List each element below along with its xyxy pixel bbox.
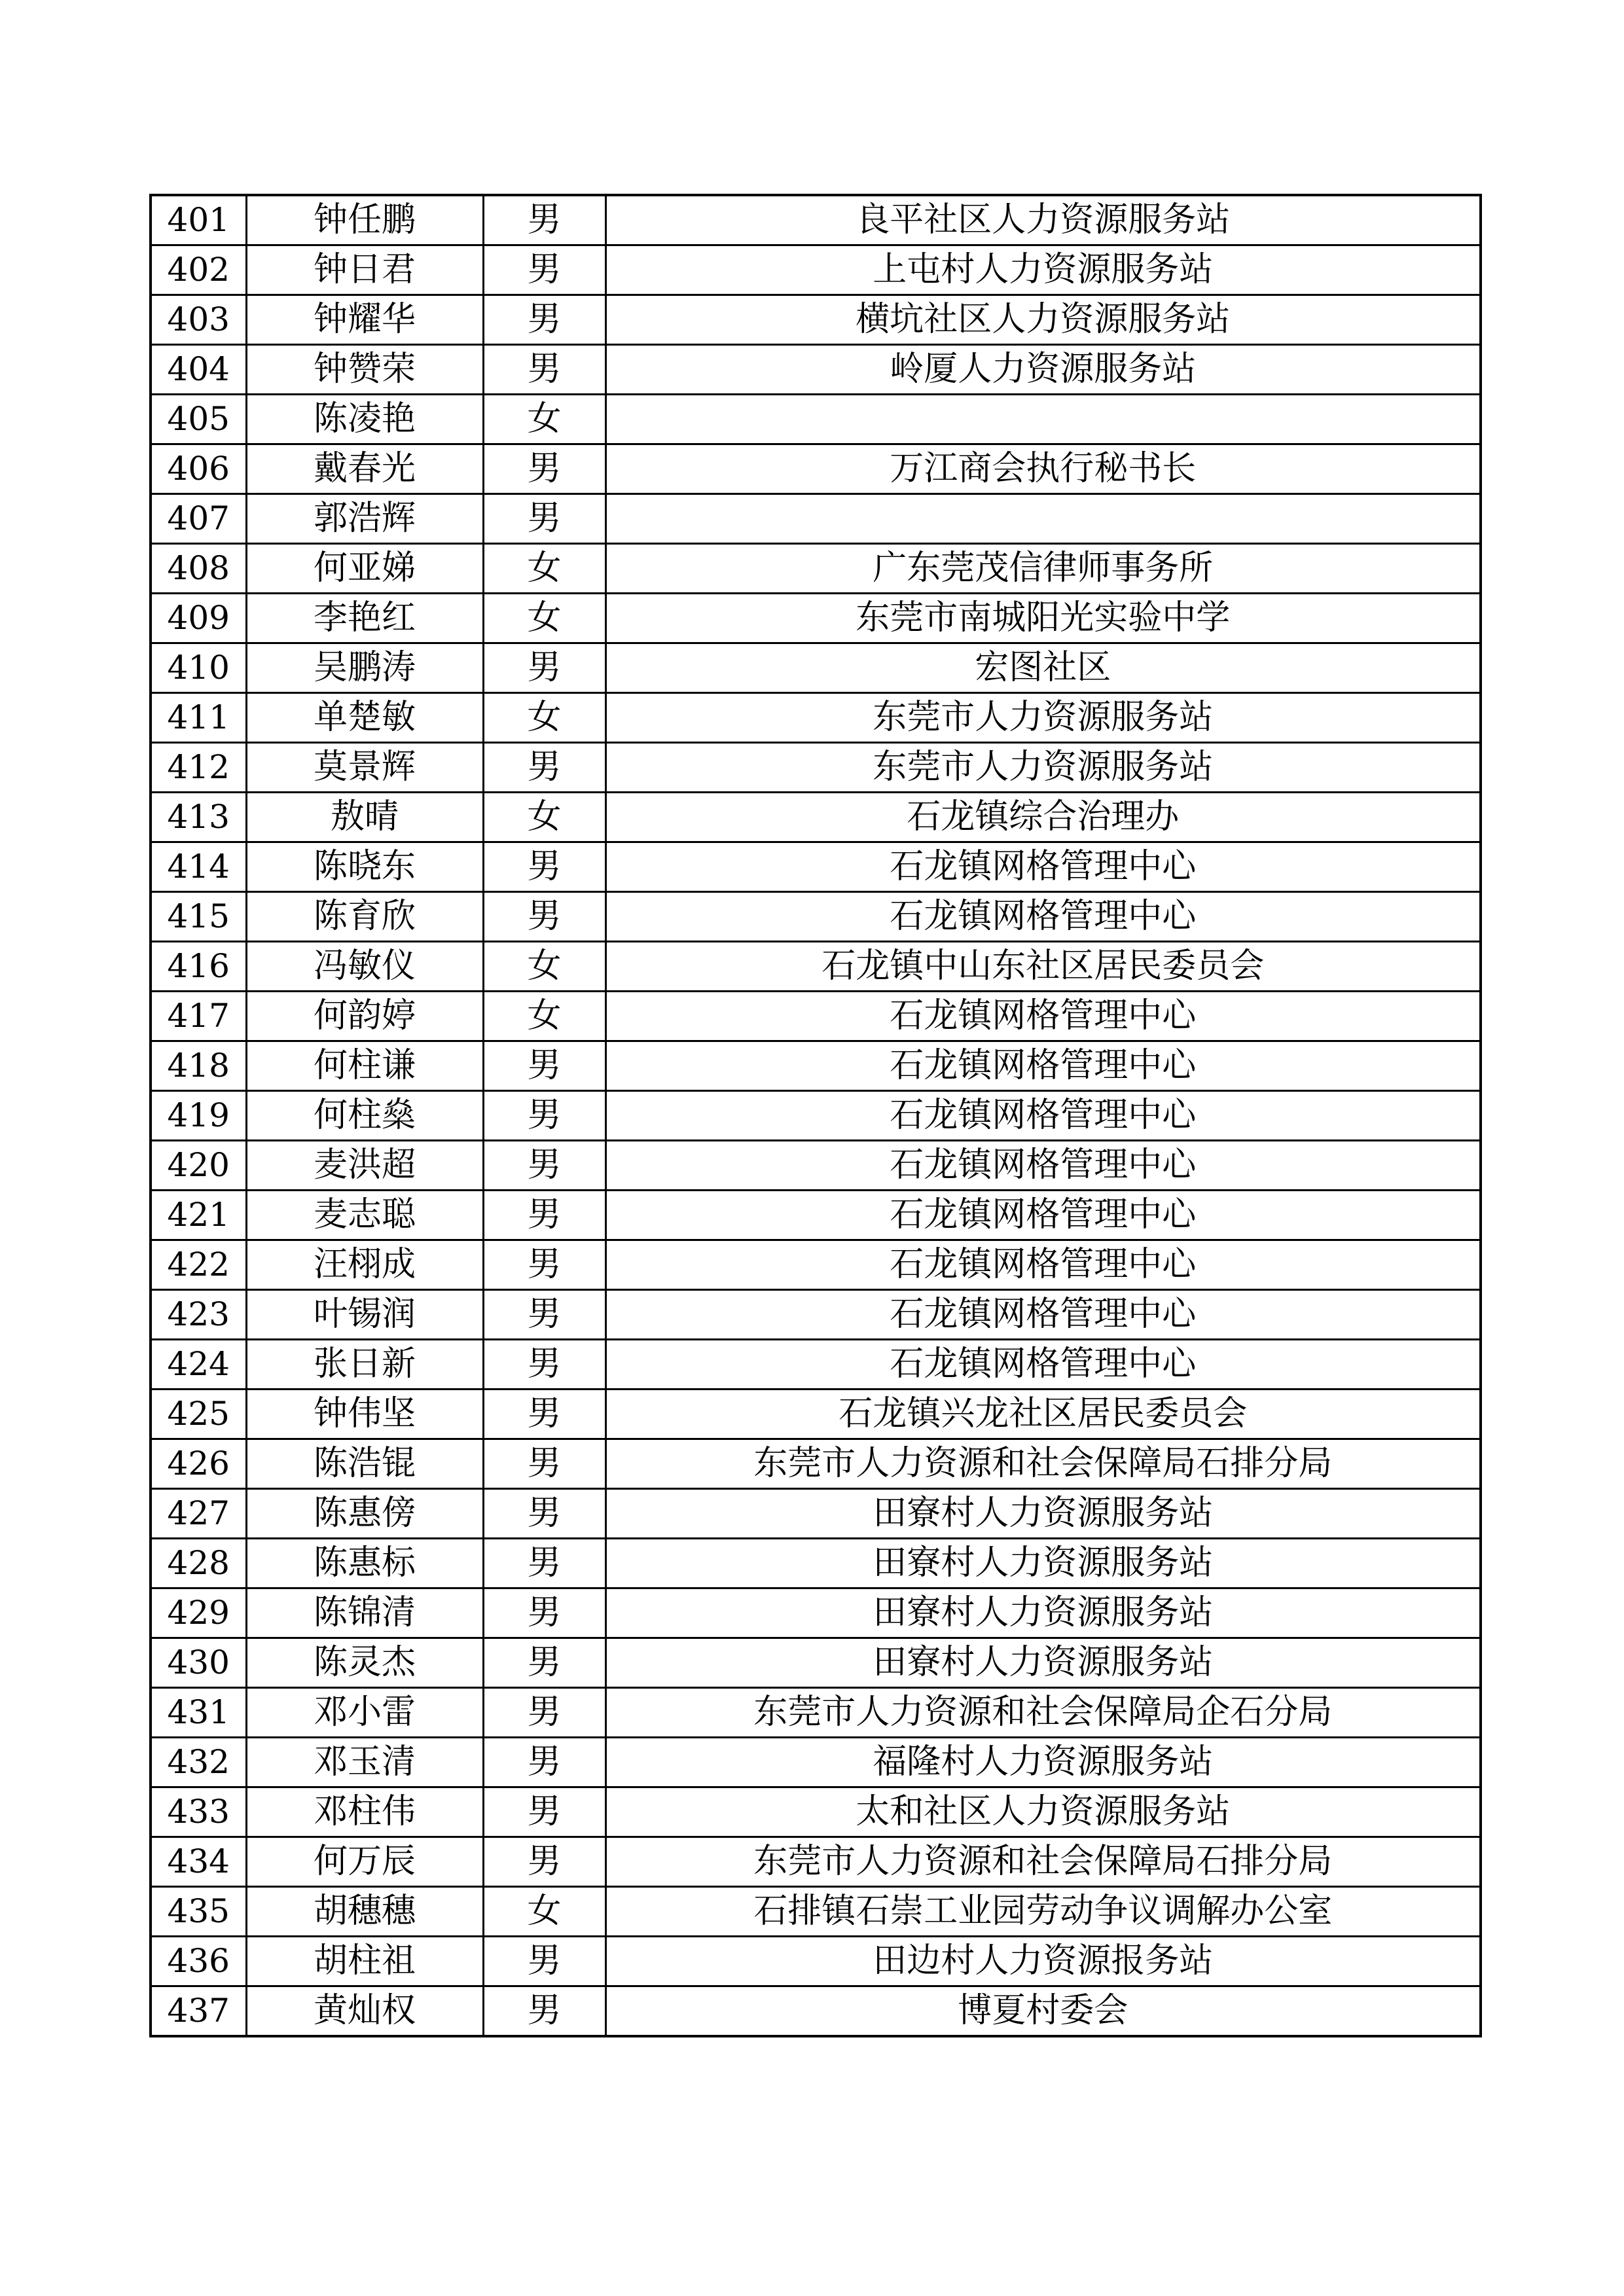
name-cell: 邓玉清 xyxy=(246,1738,483,1787)
table-row xyxy=(151,295,1481,345)
gender-cell: 男 xyxy=(483,1539,605,1588)
gender-cell: 男 xyxy=(483,245,605,295)
row-number-cell: 417 xyxy=(151,992,246,1041)
name-cell: 张日新 xyxy=(246,1340,483,1390)
gender-cell: 男 xyxy=(483,1390,605,1439)
unit-cell: 福隆村人力资源服务站 xyxy=(605,1738,1481,1787)
unit-cell: 石排镇石崇工业园劳动争议调解办公室 xyxy=(605,1887,1481,1937)
name-cell: 钟任鹏 xyxy=(246,195,483,245)
gender-cell: 女 xyxy=(483,693,605,743)
gender-cell: 男 xyxy=(483,743,605,793)
table-row xyxy=(151,842,1481,892)
gender-cell: 男 xyxy=(483,1191,605,1240)
table-row xyxy=(151,1439,1481,1489)
gender-cell: 男 xyxy=(483,1638,605,1688)
table-row xyxy=(151,992,1481,1041)
table-row xyxy=(151,1240,1481,1290)
row-number-cell: 412 xyxy=(151,743,246,793)
row-number-cell: 408 xyxy=(151,544,246,594)
row-number-cell: 419 xyxy=(151,1091,246,1141)
table-row xyxy=(151,444,1481,494)
name-cell: 钟伟坚 xyxy=(246,1390,483,1439)
name-cell: 陈晓东 xyxy=(246,842,483,892)
unit-cell: 石龙镇网格管理中心 xyxy=(605,1141,1481,1191)
gender-cell: 男 xyxy=(483,1141,605,1191)
unit-cell: 良平社区人力资源服务站 xyxy=(605,195,1481,245)
unit-cell: 宏图社区 xyxy=(605,643,1481,693)
name-cell: 何韵婷 xyxy=(246,992,483,1041)
row-number-cell: 434 xyxy=(151,1837,246,1887)
unit-cell: 石龙镇网格管理中心 xyxy=(605,1240,1481,1290)
name-cell: 何柱燊 xyxy=(246,1091,483,1141)
row-number-cell: 431 xyxy=(151,1688,246,1738)
gender-cell: 男 xyxy=(483,1588,605,1638)
name-cell: 单楚敏 xyxy=(246,693,483,743)
unit-cell: 上屯村人力资源服务站 xyxy=(605,245,1481,295)
unit-cell xyxy=(605,395,1481,444)
table-row xyxy=(151,1787,1481,1837)
table-row xyxy=(151,1041,1481,1091)
name-cell: 陈惠标 xyxy=(246,1539,483,1588)
gender-cell: 男 xyxy=(483,842,605,892)
roster-body xyxy=(151,195,1481,2036)
name-cell: 麦志聪 xyxy=(246,1191,483,1240)
name-cell: 陈锦清 xyxy=(246,1588,483,1638)
gender-cell: 男 xyxy=(483,1986,605,2037)
unit-cell: 东莞市南城阳光实验中学 xyxy=(605,594,1481,643)
name-cell: 陈浩锟 xyxy=(246,1439,483,1489)
table-row xyxy=(151,793,1481,842)
row-number-cell: 414 xyxy=(151,842,246,892)
table-row xyxy=(151,1738,1481,1787)
name-cell: 吴鹏涛 xyxy=(246,643,483,693)
name-cell: 邓小雷 xyxy=(246,1688,483,1738)
gender-cell: 男 xyxy=(483,1937,605,1986)
name-cell: 钟日君 xyxy=(246,245,483,295)
gender-cell: 男 xyxy=(483,1738,605,1787)
row-number-cell: 411 xyxy=(151,693,246,743)
name-cell: 陈灵杰 xyxy=(246,1638,483,1688)
name-cell: 何柱谦 xyxy=(246,1041,483,1091)
table-row xyxy=(151,693,1481,743)
row-number-cell: 432 xyxy=(151,1738,246,1787)
row-number-cell: 405 xyxy=(151,395,246,444)
table-row xyxy=(151,1390,1481,1439)
name-cell: 陈惠傍 xyxy=(246,1489,483,1539)
unit-cell: 石龙镇中山东社区居民委员会 xyxy=(605,942,1481,992)
row-number-cell: 403 xyxy=(151,295,246,345)
table-row xyxy=(151,245,1481,295)
row-number-cell: 420 xyxy=(151,1141,246,1191)
gender-cell: 女 xyxy=(483,992,605,1041)
unit-cell: 万江商会执行秘书长 xyxy=(605,444,1481,494)
table-row xyxy=(151,892,1481,942)
table-row xyxy=(151,544,1481,594)
row-number-cell: 433 xyxy=(151,1787,246,1837)
gender-cell: 男 xyxy=(483,1837,605,1887)
unit-cell: 田寮村人力资源服务站 xyxy=(605,1588,1481,1638)
row-number-cell: 430 xyxy=(151,1638,246,1688)
gender-cell: 女 xyxy=(483,793,605,842)
name-cell: 戴春光 xyxy=(246,444,483,494)
gender-cell: 男 xyxy=(483,1489,605,1539)
name-cell: 麦洪超 xyxy=(246,1141,483,1191)
row-number-cell: 423 xyxy=(151,1290,246,1340)
gender-cell: 男 xyxy=(483,195,605,245)
name-cell: 钟耀华 xyxy=(246,295,483,345)
table-row xyxy=(151,1191,1481,1240)
gender-cell: 女 xyxy=(483,942,605,992)
name-cell: 胡穗穗 xyxy=(246,1887,483,1937)
gender-cell: 男 xyxy=(483,1340,605,1390)
unit-cell: 石龙镇网格管理中心 xyxy=(605,892,1481,942)
unit-cell: 博夏村委会 xyxy=(605,1986,1481,2037)
gender-cell: 男 xyxy=(483,1290,605,1340)
unit-cell: 东莞市人力资源服务站 xyxy=(605,743,1481,793)
table-row xyxy=(151,1638,1481,1688)
table-row xyxy=(151,1141,1481,1191)
unit-cell: 田寮村人力资源服务站 xyxy=(605,1489,1481,1539)
unit-cell: 石龙镇网格管理中心 xyxy=(605,1290,1481,1340)
unit-cell: 田寮村人力资源服务站 xyxy=(605,1638,1481,1688)
unit-cell: 石龙镇网格管理中心 xyxy=(605,1041,1481,1091)
unit-cell: 石龙镇网格管理中心 xyxy=(605,1340,1481,1390)
gender-cell: 男 xyxy=(483,1091,605,1141)
gender-cell: 女 xyxy=(483,395,605,444)
unit-cell: 岭厦人力资源服务站 xyxy=(605,345,1481,395)
unit-cell: 石龙镇网格管理中心 xyxy=(605,1091,1481,1141)
name-cell: 陈育欣 xyxy=(246,892,483,942)
name-cell: 胡柱祖 xyxy=(246,1937,483,1986)
gender-cell: 男 xyxy=(483,892,605,942)
table-row xyxy=(151,1489,1481,1539)
table-row xyxy=(151,1837,1481,1887)
row-number-cell: 422 xyxy=(151,1240,246,1290)
gender-cell: 男 xyxy=(483,1240,605,1290)
row-number-cell: 428 xyxy=(151,1539,246,1588)
table-row xyxy=(151,1340,1481,1390)
row-number-cell: 427 xyxy=(151,1489,246,1539)
unit-cell: 石龙镇综合治理办 xyxy=(605,793,1481,842)
name-cell: 莫景辉 xyxy=(246,743,483,793)
table-row xyxy=(151,1937,1481,1986)
name-cell: 冯敏仪 xyxy=(246,942,483,992)
table-row xyxy=(151,195,1481,245)
gender-cell: 男 xyxy=(483,1439,605,1489)
gender-cell: 男 xyxy=(483,1688,605,1738)
unit-cell: 东莞市人力资源服务站 xyxy=(605,693,1481,743)
table-row xyxy=(151,743,1481,793)
gender-cell: 男 xyxy=(483,643,605,693)
row-number-cell: 421 xyxy=(151,1191,246,1240)
row-number-cell: 416 xyxy=(151,942,246,992)
row-number-cell: 435 xyxy=(151,1887,246,1937)
unit-cell: 东莞市人力资源和社会保障局企石分局 xyxy=(605,1688,1481,1738)
row-number-cell: 406 xyxy=(151,444,246,494)
roster-table xyxy=(149,194,1482,2037)
row-number-cell: 425 xyxy=(151,1390,246,1439)
row-number-cell: 426 xyxy=(151,1439,246,1489)
name-cell: 邓柱伟 xyxy=(246,1787,483,1837)
name-cell: 何万辰 xyxy=(246,1837,483,1887)
gender-cell: 女 xyxy=(483,1887,605,1937)
row-number-cell: 402 xyxy=(151,245,246,295)
row-number-cell: 404 xyxy=(151,345,246,395)
unit-cell: 石龙镇兴龙社区居民委员会 xyxy=(605,1390,1481,1439)
gender-cell: 男 xyxy=(483,295,605,345)
name-cell: 李艳红 xyxy=(246,594,483,643)
gender-cell: 男 xyxy=(483,1041,605,1091)
unit-cell: 东莞市人力资源和社会保障局石排分局 xyxy=(605,1439,1481,1489)
row-number-cell: 401 xyxy=(151,195,246,245)
gender-cell: 女 xyxy=(483,544,605,594)
unit-cell: 石龙镇网格管理中心 xyxy=(605,992,1481,1041)
unit-cell: 田边村人力资源报务站 xyxy=(605,1937,1481,1986)
table-row xyxy=(151,1290,1481,1340)
table-row xyxy=(151,942,1481,992)
unit-cell: 石龙镇网格管理中心 xyxy=(605,842,1481,892)
row-number-cell: 409 xyxy=(151,594,246,643)
unit-cell xyxy=(605,494,1481,544)
unit-cell: 东莞市人力资源和社会保障局石排分局 xyxy=(605,1837,1481,1887)
unit-cell: 田寮村人力资源服务站 xyxy=(605,1539,1481,1588)
gender-cell: 男 xyxy=(483,444,605,494)
name-cell: 郭浩辉 xyxy=(246,494,483,544)
table-row xyxy=(151,494,1481,544)
row-number-cell: 437 xyxy=(151,1986,246,2037)
row-number-cell: 436 xyxy=(151,1937,246,1986)
unit-cell: 广东莞茂信律师事务所 xyxy=(605,544,1481,594)
name-cell: 钟赞荣 xyxy=(246,345,483,395)
row-number-cell: 407 xyxy=(151,494,246,544)
table-row xyxy=(151,594,1481,643)
name-cell: 何亚娣 xyxy=(246,544,483,594)
gender-cell: 女 xyxy=(483,594,605,643)
table-row xyxy=(151,1588,1481,1638)
table-row xyxy=(151,1091,1481,1141)
table-row xyxy=(151,395,1481,444)
unit-cell: 石龙镇网格管理中心 xyxy=(605,1191,1481,1240)
unit-cell: 太和社区人力资源服务站 xyxy=(605,1787,1481,1837)
unit-cell: 横坑社区人力资源服务站 xyxy=(605,295,1481,345)
row-number-cell: 429 xyxy=(151,1588,246,1638)
row-number-cell: 413 xyxy=(151,793,246,842)
table-row xyxy=(151,1539,1481,1588)
table-row xyxy=(151,345,1481,395)
row-number-cell: 410 xyxy=(151,643,246,693)
table-row xyxy=(151,643,1481,693)
row-number-cell: 415 xyxy=(151,892,246,942)
name-cell: 叶锡润 xyxy=(246,1290,483,1340)
table-row xyxy=(151,1688,1481,1738)
name-cell: 黄灿权 xyxy=(246,1986,483,2037)
row-number-cell: 424 xyxy=(151,1340,246,1390)
gender-cell: 男 xyxy=(483,1787,605,1837)
name-cell: 陈凌艳 xyxy=(246,395,483,444)
table-row xyxy=(151,1986,1481,2037)
row-number-cell: 418 xyxy=(151,1041,246,1091)
name-cell: 汪栩成 xyxy=(246,1240,483,1290)
table-row xyxy=(151,1887,1481,1937)
gender-cell: 男 xyxy=(483,494,605,544)
name-cell: 敖晴 xyxy=(246,793,483,842)
gender-cell: 男 xyxy=(483,345,605,395)
